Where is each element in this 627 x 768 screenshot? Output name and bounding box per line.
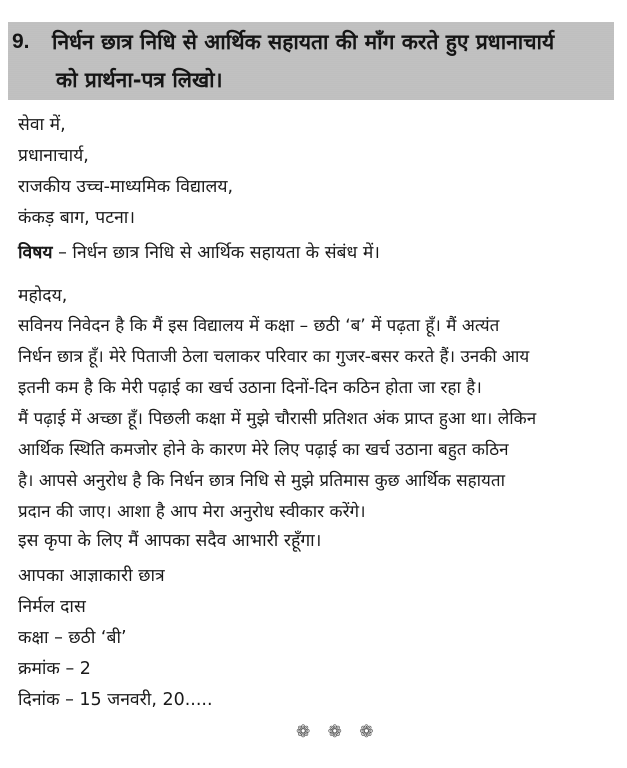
body-line: सविनय निवेदन है कि मैं इस विद्यालय में कक्षा – छठी ‘ब’ में पढ़ता हूँ। मैं अत्यंत [18, 316, 500, 336]
signoff: आपका आज्ञाकारी छात्र [18, 566, 165, 586]
address-recipient: प्रधानाचार्य, [18, 146, 89, 166]
address-salutation: सेवा में, [18, 115, 66, 135]
ornament-icon: ❁ ❁ ❁ [296, 722, 380, 742]
question-line-2: को प्रार्थना-पत्र लिखो। [56, 68, 223, 92]
student-name: निर्मल दास [18, 597, 86, 617]
body-line: इतनी कम है कि मेरी पढ़ाई का खर्च उठाना दिनों-दिन कठिन होता जा रहा है। [18, 378, 482, 398]
letter-date: दिनांक – 15 जनवरी, 20..... [18, 690, 213, 710]
student-class: कक्षा – छठी ‘बी’ [18, 628, 127, 648]
subject-line [18, 240, 380, 264]
body-line: मैं पढ़ाई में अच्छा हूँ। पिछली कक्षा में मुझे चौरासी प्रतिशत अंक प्राप्त हुआ था। लेकिन [18, 409, 537, 429]
gratitude-line: इस कृपा के लिए मैं आपका सदैव आभारी रहूँगा। [18, 531, 322, 551]
address-school: राजकीय उच्च-माध्यमिक विद्यालय, [18, 177, 234, 197]
question-line-1: निर्धन छात्र निधि से आर्थिक सहायता की माँग करते हुए प्रधानाचार्य [52, 30, 555, 54]
subject-text: – निर्धन छात्र निधि से आर्थिक सहायता के संबंध में। [52, 243, 380, 263]
body-line: निर्धन छात्र हूँ। मेरे पिताजी ठेला चलाकर परिवार का गुजर-बसर करते हैं। उनकी आय [18, 347, 530, 367]
body-line: है। आपसे अनुरोध है कि निर्धन छात्र निधि से मुझे प्रतिमास कुछ आर्थिक सहायता [18, 471, 505, 491]
greeting: महोदय, [18, 286, 68, 306]
body-line: आर्थिक स्थिति कमजोर होने के कारण मेरे लिए पढ़ाई का खर्च उठाना बहुत कठिन [18, 440, 509, 460]
subject-label: विषय [18, 243, 53, 263]
address-place: कंकड़ बाग, पटना। [18, 208, 135, 228]
body-line: प्रदान की जाए। आशा है आप मेरा अनुरोध स्वीकार करेंगे। [18, 502, 366, 522]
question-number: 9. [12, 30, 30, 53]
student-roll: क्रमांक – 2 [18, 659, 91, 679]
